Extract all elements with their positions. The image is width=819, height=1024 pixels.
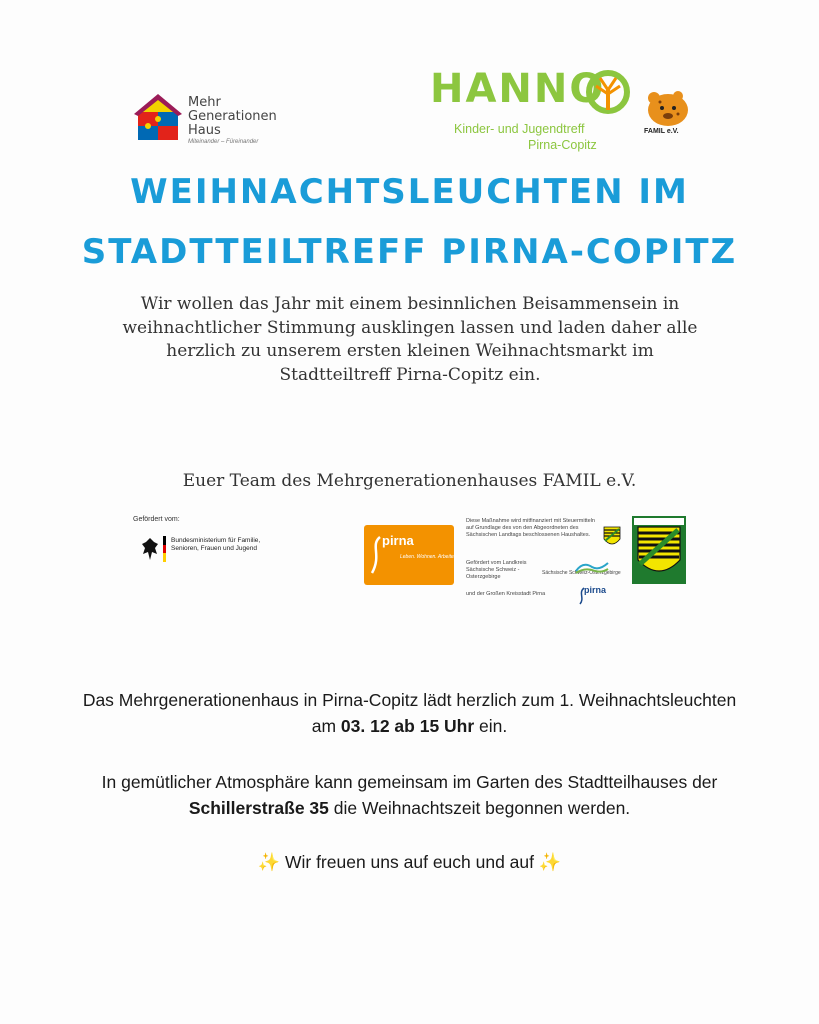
pirna-small-river-icon (578, 587, 586, 605)
mgh-tagline: Miteinander – Füreinander (188, 139, 259, 145)
landkreis-logo-icon (575, 559, 609, 575)
stadt-funding-note: und der Großen Kreisstadt Pirna (466, 591, 546, 597)
flyer-title-line2: STADTTEILTREFF PIRNA-COPITZ (81, 232, 738, 272)
sachsen-small-crest-icon (602, 521, 622, 549)
mgh-line2: Generationen (188, 109, 277, 124)
flyer-team-signature: Euer Team des Mehrgenerationenhauses FAMIL e.V. (182, 471, 637, 491)
announcement-paragraph-3 (0, 849, 819, 875)
hanno-logo (430, 66, 640, 156)
mgh-wordmark (188, 96, 277, 138)
bear-icon (638, 88, 692, 130)
funded-by-label: Gefördert vom: (133, 516, 180, 523)
mehrgenerationenhaus-logo (134, 92, 284, 152)
sparkle-icon: ✨ (538, 852, 562, 872)
announcement-season-text: die Weihnachtszeit begonnen werden. (328, 798, 631, 818)
bmfsfj-logo (133, 516, 278, 582)
famil-logo (638, 88, 692, 142)
sachsen-coat-of-arms-icon (632, 516, 686, 584)
german-flag-icon (163, 536, 166, 562)
announcement-location-text: In gemütlicher Atmosphäre kann gemeinsam im Garten des Stadtteilhauses der (101, 772, 718, 792)
event-address: Schillerstraße 35 (188, 798, 329, 818)
pirna-logo (364, 525, 458, 585)
pirna-slogan: Leben. Wohnen. Arbeiten. (400, 554, 458, 560)
mgh-line3: Haus (188, 123, 221, 138)
hanno-subtitle-2: Pirna-Copitz (528, 138, 597, 152)
pirna-small-logo (578, 585, 616, 605)
pirna-wordmark: pirna (382, 533, 414, 548)
announcement-paragraph-1 (0, 687, 819, 739)
announcement-paragraph-2 (0, 769, 819, 821)
hanno-wordmark: HANNO (430, 66, 606, 112)
announcement-address-line (0, 795, 819, 821)
bmfsfj-name: Bundesministerium für Familie, Senioren, Frauen und Jugend (171, 537, 261, 552)
famil-label: FAMIL e.V. (644, 128, 679, 135)
federal-eagle-icon (141, 536, 159, 562)
flyer-title-line1: WEIHNACHTSLEUCHTEN IM (130, 172, 689, 212)
mgh-line1: Mehr (188, 95, 221, 110)
house-puzzle-icon (134, 92, 182, 144)
flyer-intro: Wir wollen das Jahr mit einem besinnlichen Beisammensein in weihnachtlicher Stimmung ausklingen lassen und laden daher alle herzlich zu unserem ersten kleinen Weihnachtsmarkt im Stadtteiltreff Pirna-Copitz ein. (122, 294, 698, 385)
hands-tree-icon (586, 70, 630, 116)
pirna-small-wordmark: pirna (584, 585, 607, 595)
sachsen-funding-note: Diese Maßnahme wird mitfinanziert mit Steuermitteln auf Grundlage des von den Abgeordneten des Sächsischen Landtags beschlossenen Haushaltes. (466, 518, 595, 538)
sparkle-icon: ✨ (257, 852, 281, 872)
hanno-subtitle-1: Kinder- und Jugendtreff (454, 122, 585, 136)
announcement-closing-text: Wir freuen uns auf euch und auf (280, 852, 539, 872)
announcement-date-line (0, 713, 819, 739)
landkreis-funding-note: Gefördert vom Landkreis Sächsische Schweiz - Osterzgebirge (466, 560, 527, 580)
event-date-time: 03. 12 ab 15 Uhr (340, 716, 475, 736)
announcement-invite-text: Das Mehrgenerationenhaus in Pirna-Copitz lädt herzlich zum 1. Weihnachtsleuchten (82, 690, 737, 710)
landkreis-logo-text: Sächsische Schweiz-Osterzgebirge (542, 570, 621, 576)
announcement-am: am (311, 716, 341, 736)
announcement-ein: ein. (474, 716, 508, 736)
